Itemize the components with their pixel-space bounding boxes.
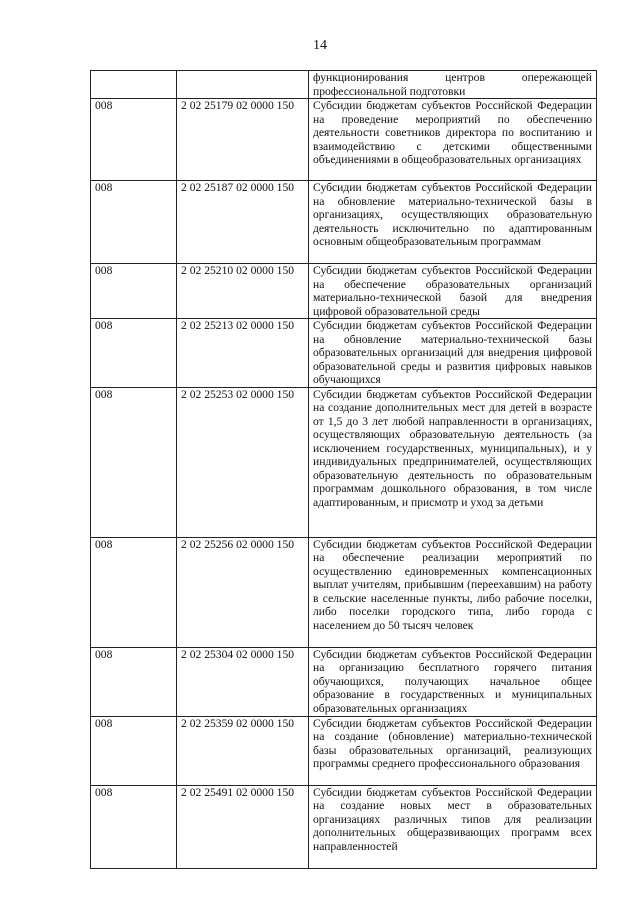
table-row <box>91 71 597 99</box>
admin-code-cell: 008 <box>91 387 177 537</box>
income-name-cell: Субсидии бюджетам субъектов Российской Федерации на создание (обновление) материально-технической базы образовательных организаций, реализующих программы среднего профессионального образования <box>309 716 597 785</box>
admin-code-cell: 008 <box>91 181 177 264</box>
budget-code-cell <box>177 71 309 99</box>
table-row <box>91 647 597 716</box>
income-name-cell: Субсидии бюджетам субъектов Российской Федерации на создание новых мест в образовательных организациях различных типов для реализации дополнительных общеразвивающих программ всех направленностей <box>309 785 597 868</box>
income-name-cell: Субсидии бюджетам субъектов Российской Федерации на проведение мероприятий по обеспечению деятельности советников директора по воспитанию и взаимодействию с детскими общественными объединениями в общеобразовательных организациях <box>309 99 597 181</box>
table-row <box>91 785 597 868</box>
page-number: 14 <box>313 38 327 53</box>
income-name-cell: Субсидии бюджетам субъектов Российской Федерации на обеспечение реализации мероприятий по осуществлению единовременных компенсационных выплат учителям, прибывшим (переехавшим) на работу в сельские населенные пункты, либо рабочие поселки, либо поселки городского типа, либо города с населением до 50 тысяч человек <box>309 537 597 647</box>
budget-code-cell: 2 02 25179 02 0000 150 <box>177 99 309 181</box>
budget-code-cell: 2 02 25253 02 0000 150 <box>177 387 309 537</box>
admin-code-cell: 008 <box>91 647 177 716</box>
admin-code-cell: 008 <box>91 319 177 388</box>
table-row <box>91 319 597 388</box>
income-name-cell: Субсидии бюджетам субъектов Российской Федерации на обновление материально-технической базы в организациях, осуществляющих образовательную деятельность исключительно по адаптированным основным общеобразовательным программам <box>309 181 597 264</box>
table-row <box>91 716 597 785</box>
admin-code-cell: 008 <box>91 264 177 319</box>
income-name-cell: функционирования центров опережающей профессиональной подготовки <box>309 71 597 99</box>
income-name-cell: Субсидии бюджетам субъектов Российской Федерации на создание дополнительных мест для детей в возрасте от 1,5 до 3 лет любой направленности в организациях, осуществляющих образовательную деятельность (за исключением государственных, муниципальных), и у индивидуальных предпринимателей, осуществляющих образовательную деятельность по образовательным программам дошкольного образования, в том числе адаптированным, и присмотр и уход за детьми <box>309 387 597 537</box>
income-name-cell: Субсидии бюджетам субъектов Российской Федерации на обеспечение образовательных организаций материально-технической базой для внедрения цифровой образовательной среды <box>309 264 597 319</box>
budget-code-cell: 2 02 25256 02 0000 150 <box>177 537 309 647</box>
table-row <box>91 181 597 264</box>
admin-code-cell <box>91 71 177 99</box>
table-row <box>91 387 597 537</box>
budget-code-cell: 2 02 25491 02 0000 150 <box>177 785 309 868</box>
admin-code-cell: 008 <box>91 99 177 181</box>
income-name-cell: Субсидии бюджетам субъектов Российской Федерации на организацию бесплатного горячего питания обучающихся, получающих начальное общее образование в государственных и муниципальных образовательных организациях <box>309 647 597 716</box>
budget-codes-table <box>90 70 597 869</box>
admin-code-cell: 008 <box>91 785 177 868</box>
table-row <box>91 264 597 319</box>
budget-code-cell: 2 02 25187 02 0000 150 <box>177 181 309 264</box>
budget-code-cell: 2 02 25359 02 0000 150 <box>177 716 309 785</box>
budget-code-cell: 2 02 25210 02 0000 150 <box>177 264 309 319</box>
admin-code-cell: 008 <box>91 537 177 647</box>
admin-code-cell: 008 <box>91 716 177 785</box>
income-name-cell: Субсидии бюджетам субъектов Российской Федерации на обновление материально-технической базы образовательных организаций для внедрения цифровой образовательной среды и развития цифровых навыков обучающихся <box>309 319 597 388</box>
table-row <box>91 99 597 181</box>
budget-code-cell: 2 02 25213 02 0000 150 <box>177 319 309 388</box>
table-row <box>91 537 597 647</box>
budget-code-cell: 2 02 25304 02 0000 150 <box>177 647 309 716</box>
